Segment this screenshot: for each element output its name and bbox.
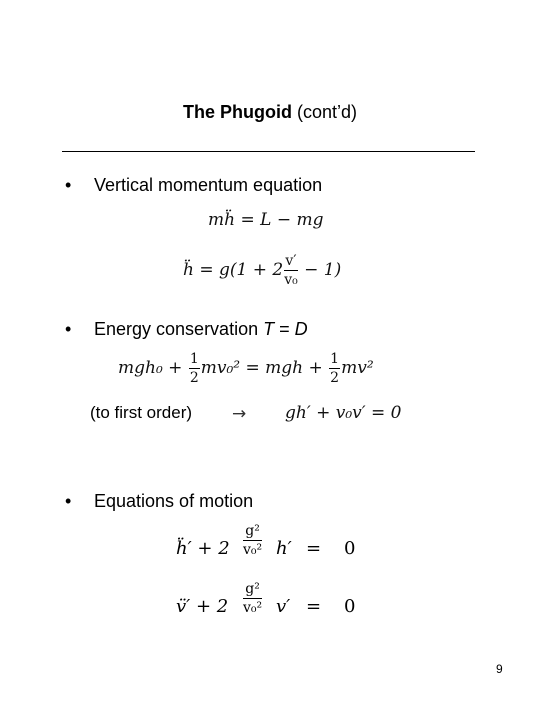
equation-of-motion-v — [176, 580, 376, 636]
bullet-text-T: T — [263, 319, 275, 339]
eq2-rhs: − 1) — [298, 260, 342, 280]
slide-title — [0, 102, 540, 123]
bullet-equations-of-motion — [65, 491, 253, 512]
eom2-denominator: v₀² — [243, 600, 263, 616]
eq3-half-1-den: 2 — [189, 370, 199, 386]
bullet-text: Equations of motion — [94, 491, 254, 511]
eq3-b: mv₀² = mgh + — [200, 358, 329, 378]
eq3-half-1 — [189, 350, 200, 387]
bullet-dot: • — [65, 319, 72, 339]
first-order-note: (to first order) — [90, 403, 193, 422]
eom2-numerator: g² — [243, 580, 262, 599]
title-divider — [62, 151, 475, 152]
eom2-var: v′ — [276, 596, 291, 617]
bullet-text-D: D — [294, 319, 308, 339]
bullet-text-pre: Energy conservation — [94, 319, 264, 339]
eom1-equals: = — [306, 538, 322, 559]
eq2-denominator: v₀ — [284, 272, 298, 288]
eq2-numerator: v′ — [285, 253, 297, 269]
equation-of-motion-h — [176, 522, 376, 578]
eom1-var: h′ — [276, 538, 292, 559]
eq2-lhs: ḧ = g(1 + 2 — [183, 260, 284, 280]
equation-hddot — [183, 252, 341, 289]
bullet-dot: • — [65, 175, 72, 195]
eom1-numerator: g² — [243, 522, 262, 541]
eom2-zero: 0 — [344, 596, 356, 617]
eom1-lhs: ḧ′ + 2 — [176, 538, 230, 559]
equation-energy — [118, 350, 374, 387]
eq3-half-2 — [329, 350, 340, 387]
eom2-equals: = — [306, 596, 322, 617]
page-number: 9 — [496, 662, 503, 676]
bullet-dot: • — [65, 491, 72, 511]
equation-vertical-momentum: mḧ = L − mg — [208, 210, 324, 230]
slide-title-rest: (cont’d) — [291, 102, 357, 122]
eq3-c: mv² — [341, 358, 374, 378]
eom2-lhs: v̈′ + 2 — [176, 596, 229, 617]
equation-first-order: gh′ + v₀v′ = 0 — [285, 403, 402, 423]
eom1-zero: 0 — [344, 538, 356, 559]
eq2-fraction — [284, 252, 298, 289]
slide-title-bold: The Phugoid — [182, 102, 292, 122]
eq3-half-2-den: 2 — [330, 370, 340, 386]
eom2-fraction — [243, 580, 262, 617]
eq3-a: mgh₀ + — [118, 358, 188, 378]
eom1-fraction — [243, 522, 262, 559]
arrow-icon: → — [232, 404, 247, 424]
eq3-half-2-num: 1 — [330, 351, 340, 367]
eom1-denominator: v₀² — [243, 542, 263, 558]
bullet-vertical-momentum — [65, 175, 322, 196]
bullet-text-eq: = — [274, 319, 295, 339]
eq3-half-1-num: 1 — [189, 351, 199, 367]
bullet-energy-conservation — [65, 319, 308, 340]
bullet-text: Vertical momentum equation — [94, 175, 323, 195]
